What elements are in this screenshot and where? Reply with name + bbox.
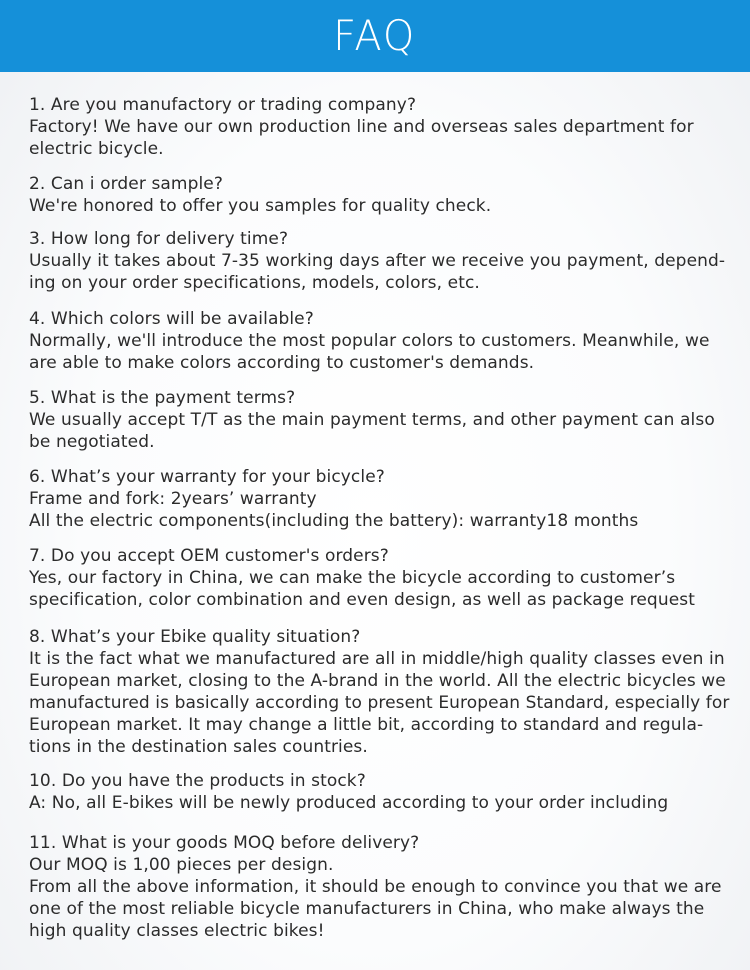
- faq-item-6: [29, 466, 741, 532]
- faq-answer-line: We usually accept T/T as the main payment terms, and other payment can also: [29, 410, 715, 430]
- faq-answer-line: All the electric components(including the battery): warranty18 months: [29, 511, 639, 531]
- faq-item-3: [29, 228, 741, 294]
- faq-answer-line: We're honored to offer you samples for quality check.: [29, 196, 492, 216]
- faq-answer-line: European market. It may change a little bit, according to standard and regula-: [29, 715, 704, 735]
- faq-header-bar: [0, 0, 750, 72]
- faq-question: 10. Do you have the products in stock?: [29, 771, 366, 791]
- faq-answer-line: Usually it takes about 7-35 working days after we receive you payment, depend-: [29, 251, 726, 271]
- page-title: FAQ: [333, 11, 417, 60]
- faq-answer-line: Factory! We have our own production line and overseas sales department for: [29, 117, 694, 137]
- faq-item-2: [29, 173, 741, 217]
- faq-answer-line: Frame and fork: 2years’ warranty: [29, 489, 317, 509]
- faq-question: 3. How long for delivery time?: [29, 229, 289, 249]
- faq-answer-line: It is the fact what we manufactured are all in middle/high quality classes even in: [29, 649, 725, 669]
- faq-item-1: [29, 94, 741, 160]
- faq-item-10: [29, 770, 741, 814]
- faq-question: 4. Which colors will be available?: [29, 309, 314, 329]
- faq-item-7: [29, 545, 741, 611]
- faq-answer-line: be negotiated.: [29, 432, 155, 452]
- faq-answer-line: manufactured is basically according to present European Standard, especially for: [29, 693, 730, 713]
- faq-answer-line: Yes, our factory in China, we can make the bicycle according to customer’s: [29, 568, 676, 588]
- faq-answer-line: tions in the destination sales countries.: [29, 737, 368, 757]
- faq-answer-line: Normally, we'll introduce the most popular colors to customers. Meanwhile, we: [29, 331, 710, 351]
- faq-question: 1. Are you manufactory or trading company?: [29, 95, 417, 115]
- faq-question: 8. What’s your Ebike quality situation?: [29, 627, 361, 647]
- faq-item-8: [29, 626, 741, 758]
- faq-item-11: [29, 832, 741, 942]
- faq-answer-line: high quality classes electric bikes!: [29, 921, 325, 941]
- faq-answer-line: one of the most reliable bicycle manufacturers in China, who make always the: [29, 899, 705, 919]
- faq-question: 2. Can i order sample?: [29, 174, 223, 194]
- faq-answer-line: specification, color combination and even design, as well as package request: [29, 590, 695, 610]
- faq-question: 11. What is your goods MOQ before delivery?: [29, 833, 420, 853]
- faq-question: 6. What’s your warranty for your bicycle?: [29, 467, 385, 487]
- faq-question: 7. Do you accept OEM customer's orders?: [29, 546, 389, 566]
- faq-answer-line: European market, closing to the A-brand in the world. All the electric bicycles we: [29, 671, 726, 691]
- faq-answer-line: From all the above information, it should be enough to convince you that we are: [29, 877, 722, 897]
- faq-answer-line: ing on your order specifications, models, colors, etc.: [29, 273, 480, 293]
- faq-answer-line: are able to make colors according to customer's demands.: [29, 353, 535, 373]
- faq-answer-line: electric bicycle.: [29, 139, 164, 159]
- faq-answer-line: A: No, all E-bikes will be newly produced according to your order including: [29, 793, 669, 813]
- faq-item-4: [29, 308, 741, 374]
- faq-question: 5. What is the payment terms?: [29, 388, 296, 408]
- faq-answer-line: Our MOQ is 1,00 pieces per design.: [29, 855, 334, 875]
- faq-item-5: [29, 387, 741, 453]
